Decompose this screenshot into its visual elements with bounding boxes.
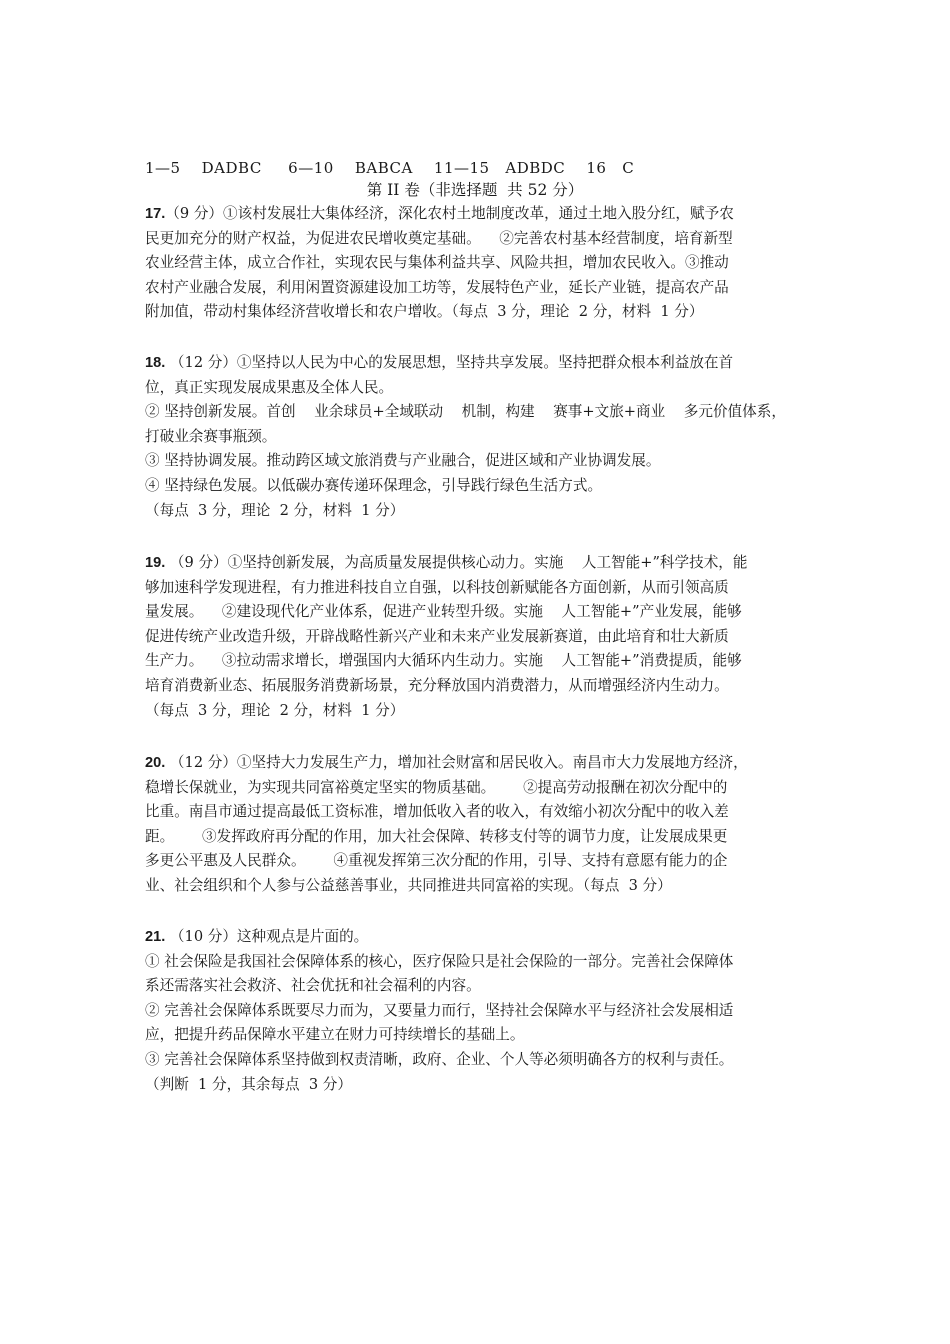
question-line: ② 完善社会保障体系既要尽力而为，又要量力而行，坚持社会保障水平与经济社会发展相适 — [145, 1001, 734, 1019]
question-line: 20. （12 分）①坚持大力发展生产力，增加社会财富和居民收入。南昌市大力发展地方经济， — [145, 754, 748, 771]
question-line: （判断 1 分，其余每点 3 分） — [145, 1075, 352, 1093]
question-line: 打破业余赛事瓶颈。 — [145, 427, 277, 445]
question-17 — [145, 202, 845, 325]
question-line: 农业经营主体，成立合作社，实现农民与集体利益共享、风险共担，增加农民收入。③推动 — [145, 254, 729, 272]
question-21 — [145, 925, 845, 1097]
question-line: ③ 完善社会保障体系坚持做到权责清晰，政府、企业、个人等必须明确各方的权利与责任。 — [145, 1050, 734, 1068]
section-title: 第 II 卷（非选择题 共 52 分） — [366, 181, 584, 199]
question-line: ③ 坚持协调发展。推动跨区域文旅消费与产业融合，促进区域和产业协调发展。 — [145, 452, 661, 470]
question-line: 农村产业融合发展，利用闲置资源建设加工坊等，发展特色产业，延长产业链，提高农产品 — [145, 278, 729, 296]
question-line: 比重。南昌市通过提高最低工资标准，增加低收入者的收入，有效缩小初次分配中的收入差 — [145, 803, 729, 821]
question-number: 17. — [145, 206, 166, 222]
question-18 — [145, 351, 845, 523]
question-line: 距。 ③发挥政府再分配的作用，加大社会保障、转移支付等的调节力度，让发展成果更 — [145, 827, 728, 845]
question-line: （每点 3 分，理论 2 分，材料 1 分） — [145, 501, 405, 519]
question-number: 18. — [145, 355, 166, 371]
question-line: 17.（9 分）①该村发展壮大集体经济，深化农村土地制度改革，通过土地入股分红，赋予农 — [145, 205, 734, 222]
question-number: 21. — [145, 929, 166, 945]
question-line: 稳增长保就业，为实现共同富裕奠定坚实的物质基础。 ②提高劳动报酬在初次分配中的 — [145, 778, 728, 796]
question-line: 民更加充分的财产权益，为促进农民增收奠定基础。 ②完善农村基本经营制度，培育新型 — [145, 229, 733, 247]
question-line: ① 社会保险是我国社会保障体系的核心，医疗保险只是社会保险的一部分。完善社会保障体 — [145, 952, 734, 970]
question-line: 19. （9 分）①坚持创新发展，为高质量发展提供核心动力。实施 人工智能+”科学技术，能 — [145, 554, 748, 571]
question-line: 培育消费新业态、拓展服务消费新场景，充分释放国内消费潜力，从而增强经济内生动力。 — [145, 676, 729, 694]
question-line: 多更公平惠及人民群众。 ④重视发挥第三次分配的作用，引导、支持有意愿有能力的企 — [145, 852, 728, 870]
question-line: 应，把提升药品保障水平建立在财力可持续增长的基础上。 — [145, 1026, 525, 1044]
answer-key: 1—5 DADBC 6—10 BABCA 11—15 ADBDC 16 C — [145, 159, 635, 177]
question-line: 21. （10 分）这种观点是片面的。 — [145, 928, 369, 945]
question-19 — [145, 551, 845, 723]
question-number: 19. — [145, 555, 166, 571]
question-line: 系还需落实社会救济、社会优抚和社会福利的内容。 — [145, 977, 481, 995]
question-line: 位，真正实现发展成果惠及全体人民。 — [145, 378, 394, 396]
question-line: 生产力。 ③拉动需求增长，增强国内大循环内生动力。实施 人工智能+”消费提质，能够 — [145, 652, 742, 670]
question-number: 20. — [145, 755, 166, 771]
question-line: 促进传统产业改造升级，开辟战略性新兴产业和未来产业发展新赛道，由此培育和壮大新质 — [145, 627, 729, 645]
question-line: 18. （12 分）①坚持以人民为中心的发展思想，坚持共享发展。坚持把群众根本利益放在首 — [145, 354, 734, 371]
question-20 — [145, 751, 845, 899]
question-line: ② 坚持创新发展。首创 业余球员+全域联动 机制，构建 赛事+文旅+商业 多元价值体系， — [145, 403, 786, 421]
question-line: 附加值，带动村集体经济营收增长和农户增收。（每点 3 分，理论 2 分，材料 1 分） — [145, 303, 704, 321]
question-line: （每点 3 分，理论 2 分，材料 1 分） — [145, 701, 405, 719]
question-line: ④ 坚持绿色发展。以低碳办赛传递环保理念，引导践行绿色生活方式。 — [145, 476, 603, 494]
question-line: 够加速科学发现进程，有力推进科技自立自强，以科技创新赋能各方面创新，从而引领高质 — [145, 578, 729, 596]
question-line: 业、社会组织和个人参与公益慈善事业，共同推进共同富裕的实现。（每点 3 分） — [145, 876, 672, 894]
question-line: 量发展。 ②建设现代化产业体系，促进产业转型升级。实施 人工智能+”产业发展，能够 — [145, 603, 742, 621]
